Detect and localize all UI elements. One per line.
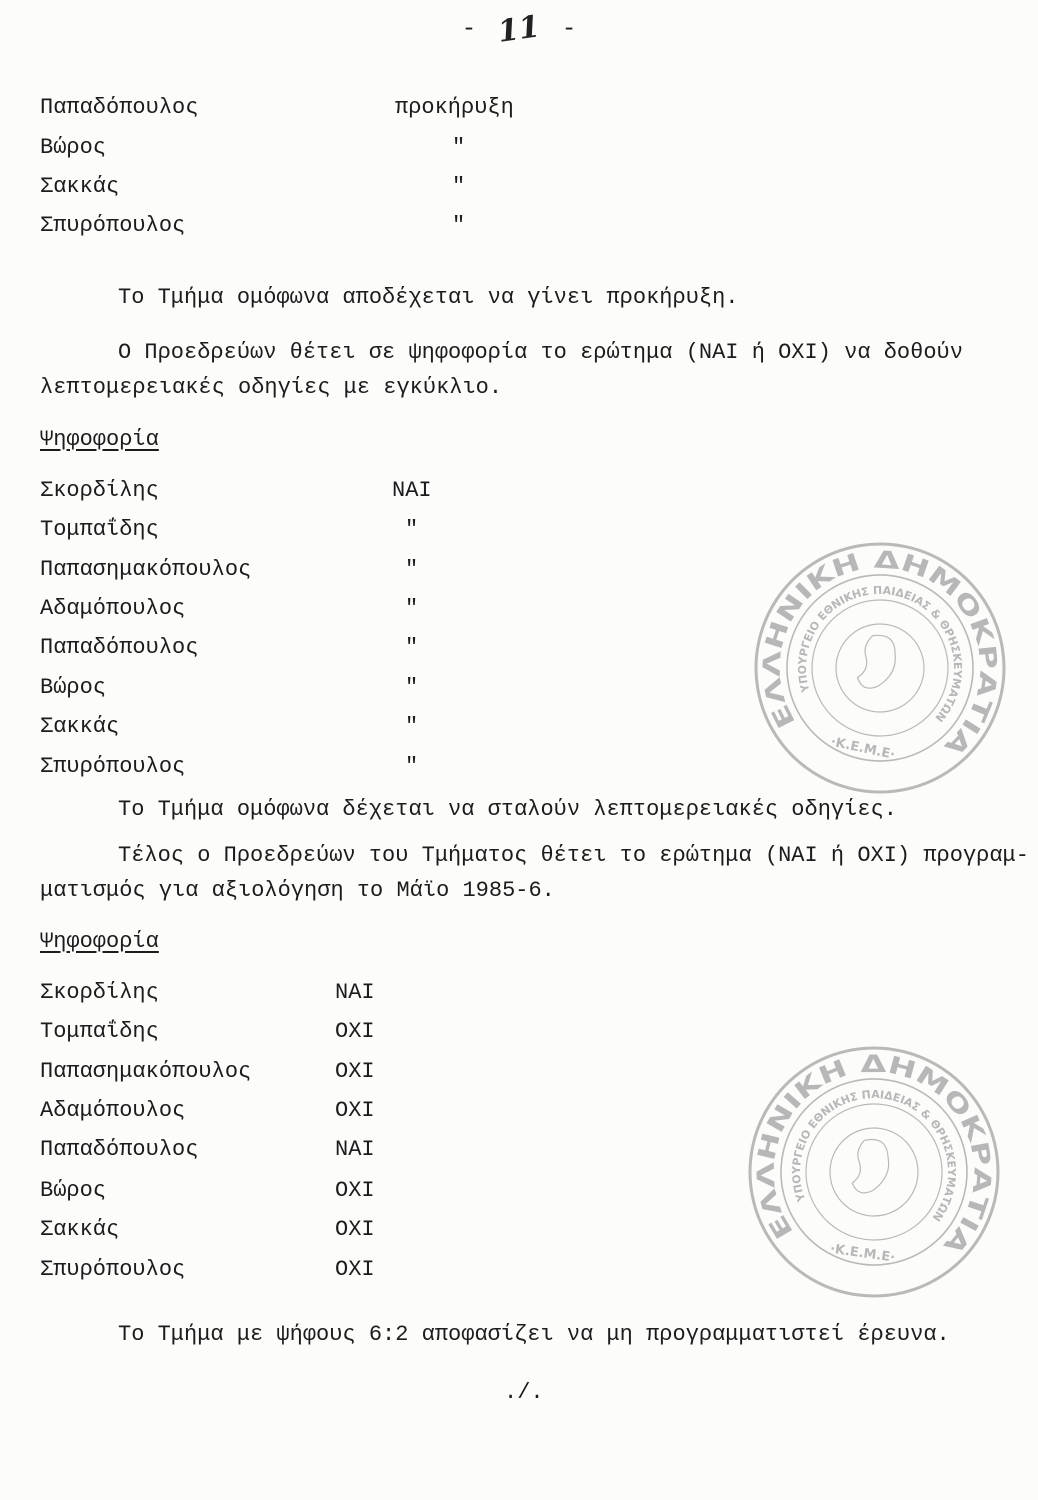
seal-inner-text: ΥΠΟΥΡΓΕΙΟ ΕΘΝΙΚΗΣ ΠΑΙΔΕΙΑΣ & ΘΡΗΣΚΕΥΜΑΤΩΝ (789, 1087, 959, 1224)
vote-value: ΟΧΙ (335, 1059, 375, 1084)
page-number (0, 9, 1038, 50)
vote-value: " (452, 213, 466, 238)
vote-value: ΟΧΙ (335, 1217, 375, 1242)
athena-head-icon (856, 632, 900, 692)
vote-value: " (452, 174, 466, 199)
voter-name: Βώρος (40, 135, 107, 160)
vote-value: προκήρυξη (395, 95, 514, 120)
voter-name: Παπασημακόπουλος (40, 1059, 252, 1084)
voter-name: Σκορδίλης (40, 980, 159, 1005)
question-text: λεπτομερειακές οδηγίες με εγκύκλιο. (40, 375, 503, 400)
decision-text: Το Τμήμα ομόφωνα αποδέχεται να γίνει προκήρυξη. (118, 285, 739, 310)
vote-value: ΟΧΙ (335, 1257, 375, 1282)
seal-inner-text: ΥΠΟΥΡΓΕΙΟ ΕΘΝΙΚΗΣ ΠΑΙΔΕΙΑΣ & ΘΡΗΣΚΕΥΜΑΤΩΝ (795, 583, 965, 725)
vote-value: " (405, 675, 419, 700)
voter-name: Παπασημακόπουλος (40, 557, 252, 582)
vote-value: " (405, 517, 419, 542)
decision-text: Το Τμήμα με ψήφους 6:2 αποφασίζει να μη προγραμματιστεί έρευνα. (118, 1322, 950, 1347)
question-text: Ο Προεδρεύων θέτει σε ψηφοφορία το ερώτημα (ΝΑΙ ή ΟΧΙ) να δοθούν (118, 340, 963, 365)
seal-outer-text: ΕΛΛΗΝΙΚΗ ΔΗΜΟΚΡΑΤΙΑ (757, 545, 1003, 757)
page-number-prefix: - (461, 16, 477, 43)
voter-name: Τομπαΐδης (40, 1019, 159, 1044)
page-number-suffix: - (561, 16, 577, 43)
vote-value: " (405, 596, 419, 621)
vote-value: ΝΑΙ (392, 478, 432, 503)
vote-value: " (405, 754, 419, 779)
voter-name: Σακκάς (40, 714, 120, 739)
voter-name: Παπαδόπουλος (40, 1137, 199, 1162)
voter-name: Σακκάς (40, 174, 120, 199)
decision-text: Το Τμήμα ομόφωνα δέχεται να σταλούν λεπτομερειακές οδηγίες. (118, 797, 897, 822)
voter-name: Σπυρόπουλος (40, 213, 186, 238)
question-text: Τέλος ο Προεδρεύων του Τμήματος θέτει το ερώτημα (ΝΑΙ ή ΟΧΙ) προγραμ- (118, 843, 1029, 868)
voter-name: Βώρος (40, 675, 107, 700)
vote-heading: Ψηφοφορία (40, 929, 159, 954)
voter-name: Σπυρόπουλος (40, 754, 186, 779)
official-seal-stamp-2 (679, 977, 1038, 1368)
vote-value: " (405, 557, 419, 582)
voter-name: Αδαμόπουλος (40, 1098, 186, 1123)
seal-bottom-text: ·Κ.Ε.Μ.Ε· (829, 1241, 896, 1266)
vote-value: ΟΧΙ (335, 1098, 375, 1123)
page-number-value: 11 (495, 9, 543, 50)
seal-emblem-icon (828, 616, 932, 720)
vote-value: ΟΧΙ (335, 1178, 375, 1203)
voter-name: Βώρος (40, 1178, 107, 1203)
vote-value: " (405, 714, 419, 739)
question-text: ματισμός για αξιολόγηση το Μάϊο 1985-6. (40, 878, 555, 903)
voter-name: Σκορδίλης (40, 478, 159, 503)
seal-emblem-icon (824, 1122, 923, 1221)
vote-value: ΝΑΙ (335, 1137, 375, 1162)
voter-name: Σπυρόπουλος (40, 1257, 186, 1282)
vote-value: ΝΑΙ (335, 980, 375, 1005)
vote-value: " (405, 635, 419, 660)
athena-head-icon (851, 1137, 892, 1195)
voter-name: Αδαμόπουλος (40, 596, 186, 621)
voter-name: Παπαδόπουλος (40, 95, 199, 120)
voter-name: Τομπαΐδης (40, 517, 159, 542)
vote-heading: Ψηφοφορία (40, 427, 159, 452)
vote-value: " (452, 135, 466, 160)
voter-name: Παπαδόπουλος (40, 635, 199, 660)
voter-name: Σακκάς (40, 1217, 120, 1242)
vote-value: ΟΧΙ (335, 1019, 375, 1044)
seal-outer-text: ΕΛΛΗΝΙΚΗ ΔΗΜΟΚΡΑΤΙΑ (751, 1049, 997, 1255)
end-of-page-mark: ./. (504, 1380, 544, 1405)
seal-bottom-text: ·Κ.Ε.Μ.Ε· (829, 734, 897, 763)
